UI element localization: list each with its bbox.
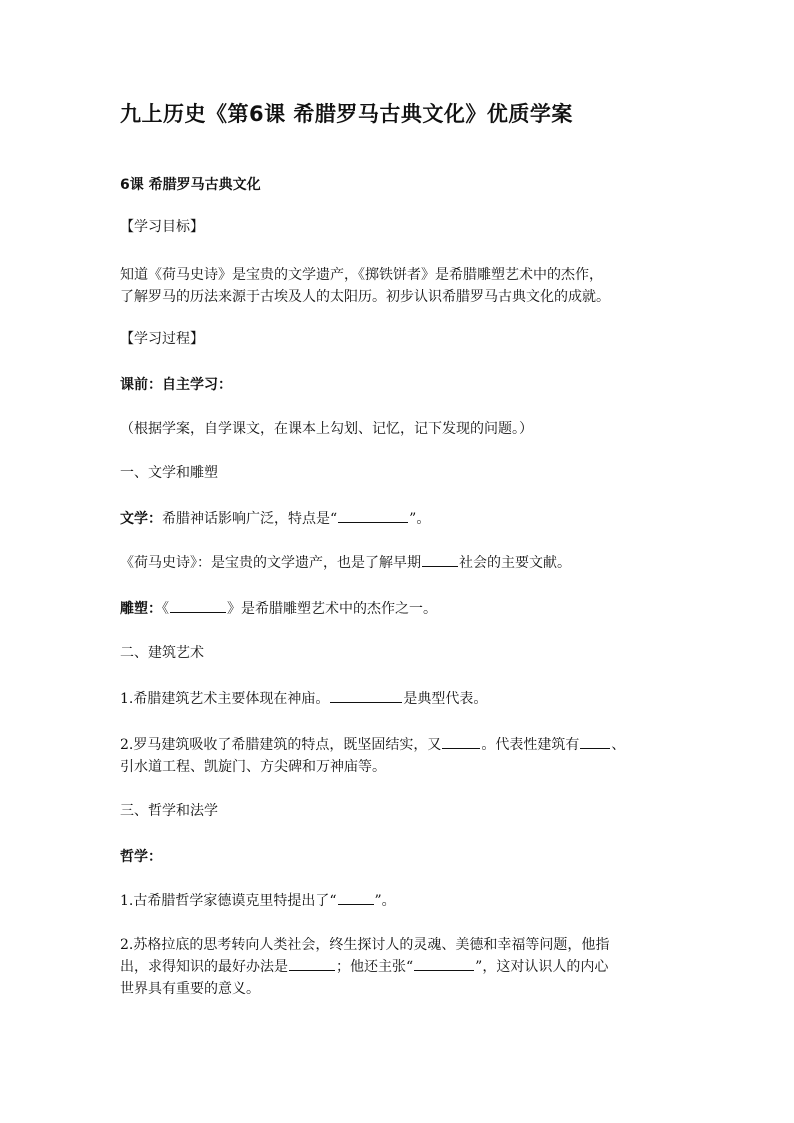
- philosophy-label: 哲学：: [120, 849, 162, 865]
- arch2-blank-1[interactable]: [442, 734, 480, 749]
- sculpture-line: [120, 598, 680, 620]
- literature-blank[interactable]: [338, 508, 408, 523]
- arch2-text-b: 。代表性建筑有: [481, 737, 580, 753]
- arch2-blank-2[interactable]: [580, 734, 610, 749]
- section-literature-sculpture: 一、文学和雕塑: [120, 465, 218, 481]
- philosophy-item-2-line-2: [120, 956, 680, 978]
- literature-text-b: ”。: [409, 511, 431, 527]
- section-architecture: 二、建筑艺术: [120, 645, 204, 661]
- philosophy-item-2-line-1: 2.苏格拉底的思考转向人类社会，终生探讨人的灵魂、美德和幸福等问题，他指: [120, 937, 610, 953]
- document-title: 九上历史《第6课 希腊罗马古典文化》优质学案: [120, 102, 573, 126]
- phil2-text-c: ”，这对认识人的内心: [475, 959, 609, 975]
- sculpture-text-b: 》是希腊雕塑艺术中的杰作之一。: [227, 601, 437, 617]
- homer-text-b: 社会的主要文献。: [459, 555, 571, 571]
- phil2-blank-1[interactable]: [289, 956, 335, 971]
- literature-label: 文学：: [120, 511, 162, 527]
- arch1-blank[interactable]: [330, 688, 402, 703]
- homer-text-a: 《荷马史诗》：是宝贵的文学遗产，也是了解早期: [120, 555, 421, 571]
- sculpture-label: 雕塑：: [120, 601, 162, 617]
- philosophy-item-1: [120, 890, 680, 912]
- literature-text-a: 希腊神话影响广泛，特点是“: [162, 511, 338, 527]
- goals-heading: 【学习目标】: [120, 219, 204, 235]
- pre-class-label: 课前：自主学习：: [120, 377, 232, 393]
- lesson-heading: 6课 希腊罗马古典文化: [120, 177, 261, 193]
- phil2-blank-2[interactable]: [414, 956, 474, 971]
- architecture-item-2-line-2: 引水道工程、凯旋门、方尖碑和万神庙等。: [120, 759, 386, 775]
- phil1-blank[interactable]: [338, 890, 374, 905]
- arch1-text-b: 是典型代表。: [403, 691, 488, 707]
- sculpture-text-a: 《: [162, 601, 169, 617]
- phil2-text-a: 出，求得知识的最好办法是: [120, 959, 288, 975]
- section-philosophy-law: 三、哲学和法学: [120, 803, 218, 819]
- phil1-text-a: 1.古希腊哲学家德谟克里特提出了“: [120, 893, 337, 909]
- philosophy-item-2-line-3: 世界具有重要的意义。: [120, 981, 260, 997]
- process-heading: 【学习过程】: [120, 331, 204, 347]
- phil2-text-b: ；他还主张“: [336, 959, 414, 975]
- architecture-item-2: [120, 734, 680, 756]
- goals-line-1: 知道《荷马史诗》是宝贵的文学遗产，《掷铁饼者》是希腊雕塑艺术中的杰作，: [120, 267, 603, 283]
- goals-line-2: 了解罗马的历法来源于古埃及人的太阳历。初步认识希腊罗马古典文化的成就。: [120, 289, 610, 305]
- homer-blank[interactable]: [422, 552, 458, 567]
- instructions: （根据学案，自学课文，在课本上勾划、记忆，记下发现的问题。）: [120, 421, 533, 437]
- arch2-text-c: 、: [611, 737, 626, 753]
- phil1-text-b: ”。: [374, 893, 396, 909]
- homer-line: [120, 552, 680, 574]
- architecture-item-1: [120, 688, 680, 710]
- literature-line: [120, 508, 680, 530]
- arch2-text-a: 2.罗马建筑吸收了希腊建筑的特点，既坚固结实，又: [120, 737, 442, 753]
- sculpture-blank[interactable]: [170, 598, 226, 613]
- arch1-text-a: 1.希腊建筑艺术主要体现在神庙。: [120, 691, 330, 707]
